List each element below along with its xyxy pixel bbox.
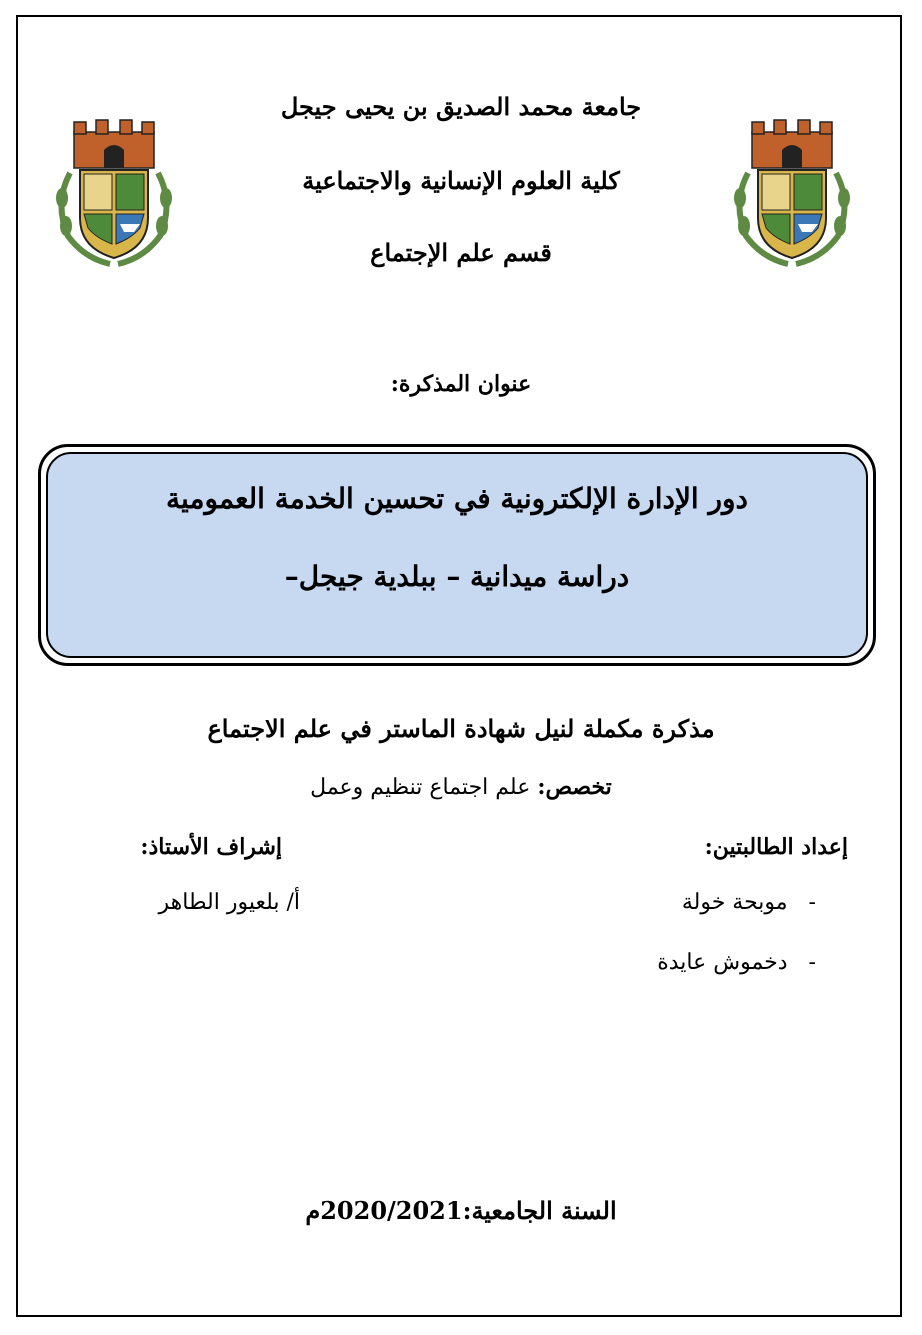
academic-year: السنة الجامعية:2020/2021م	[305, 1196, 617, 1225]
thesis-title-panel	[46, 452, 868, 658]
supervisor-name: أ/ بلعيور الطاهر	[158, 890, 300, 915]
memo-title-label: عنوان المذكرة:	[390, 371, 532, 397]
degree-statement: مذكرة مكملة لنيل شهادة الماستر في علم الاجتماع	[207, 714, 715, 743]
student-name: - موبحة خولة	[681, 890, 816, 915]
department-name: قسم علم الإجتماع	[370, 238, 552, 267]
supervisor-heading: إشراف الأستاذ:	[140, 834, 282, 860]
specialization-label: تخصص:	[537, 774, 612, 800]
faculty-name: كلية العلوم الإنسانية والاجتماعية	[302, 166, 620, 195]
thesis-title-box	[38, 444, 876, 666]
specialization	[0, 774, 922, 800]
student-name: - دخموش عايدة	[657, 950, 816, 975]
specialization-value: علم اجتماع تنظيم وعمل	[310, 775, 538, 800]
students-heading: إعداد الطالبتين:	[704, 834, 848, 860]
thesis-title-line1: دور الإدارة الإلكترونية في تحسين الخدمة العمومية	[166, 482, 748, 515]
thesis-title-line2: دراسة ميدانية – ببلدية جيجل–	[284, 560, 630, 593]
university-name: جامعة محمد الصديق بن يحيى جيجل	[280, 92, 642, 121]
